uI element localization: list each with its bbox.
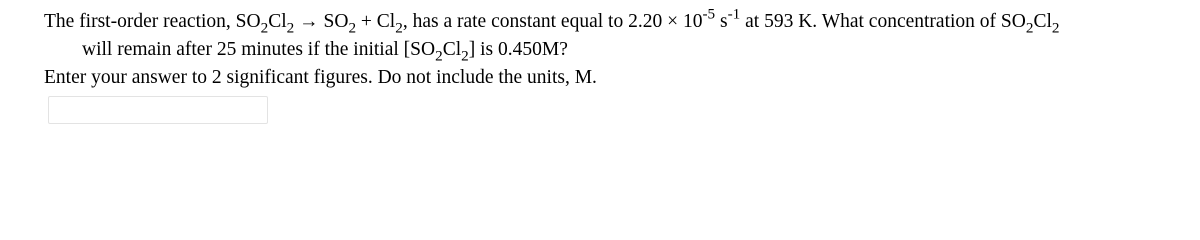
text-segment: Cl [1033, 11, 1052, 32]
text-segment: Cl [268, 11, 287, 32]
subscript: 2 [286, 19, 295, 37]
subscript: 2 [435, 47, 443, 65]
text-segment: The first-order reaction, SO [44, 11, 261, 32]
text-segment: → SO [294, 11, 349, 32]
text-segment: s [715, 11, 728, 32]
question-line-1 [44, 5, 1060, 37]
superscript: -5 [702, 5, 716, 23]
subscript: 2 [461, 47, 469, 65]
text-segment: ] is 0.450M? [468, 39, 568, 60]
subscript: 2 [395, 19, 403, 37]
text-segment: Cl [442, 39, 462, 60]
text-segment: + Cl [356, 11, 396, 32]
subscript: 2 [1025, 19, 1034, 37]
subscript: 2 [348, 19, 357, 37]
text-segment: at 593 K. What concentration of SO [740, 11, 1026, 32]
subscript: 2 [260, 19, 269, 37]
text-segment: will remain after 25 minutes if the initial [SO [82, 39, 436, 60]
superscript: -1 [727, 5, 741, 23]
answer-instruction: Enter your answer to 2 significant figures. Do not include the units, M. [44, 67, 597, 88]
subscript: 2 [1051, 19, 1060, 37]
answer-input[interactable] [48, 96, 268, 124]
text-segment: , has a rate constant equal to 2.20 × 10 [402, 11, 703, 32]
question-line-2 [82, 38, 568, 65]
